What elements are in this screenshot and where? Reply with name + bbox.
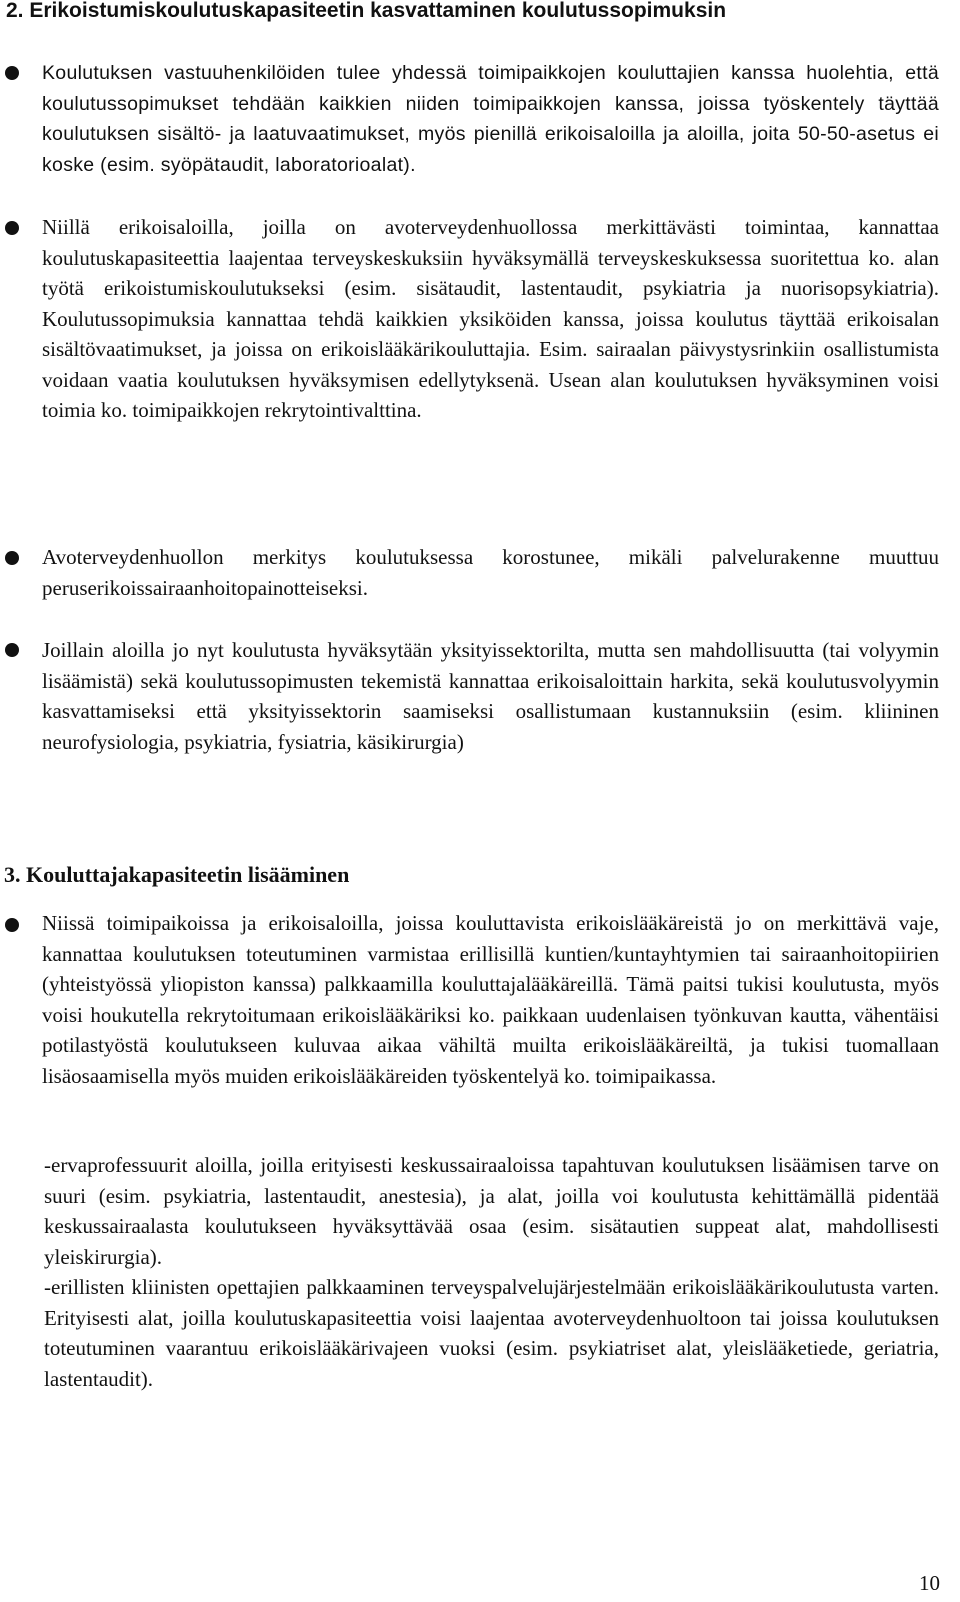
section-2-bullet-4: Joillain aloilla jo nyt koulutusta hyväksytään yksityissektorilta, mutta sen mahdollisuutta (tai volyymin lisäämistä) sekä koulutussopimusten tekemistä kannattaa erikoisaloittain harkita, sekä koulutusvolyymin kasvattamiseksi että yksityissektorin saamiseksi osallistumaan kustannuksiin (esim. kliininen neurofysiologia, psykiatria, fysiatria, käsikirurgia) — [42, 638, 939, 754]
section-2-bullet-2-part-a: Niillä erikoisaloilla, joilla on avoterveydenhuollossa merkittävästi toimintaa, kannattaa koulutuskapasiteettia laajentaa terveyskeskuksiin hyväksymällä terveyskeskuksessa suoritettua ko. alan työtä erikoistumiskoulutukseksi (esim. sisätaudit, lastentaudit, psykiatria ja nuorisopsykiatria). Koulutussopimuksia kannattaa tehdä kaikkien yksiköiden kanssa, joissa koulutus täyttää erikoisalan sisältövaatimukset, ja joissa on erikoislääkärikouluttajia. Esim. sairaalan päivystysrinkiin osallistumista voidaan vaatia koulutuksen hyväksymisen edellytyksenä. Usean alan koulutuksen hyväksyminen voisi toimia ko. toimipaikkojen rekrytointivalttina. — [42, 215, 939, 422]
section-2-heading: 2. Erikoistumiskoulutuskapasiteetin kasvattaminen koulutussopimuksin — [6, 0, 727, 22]
section-3-sub-item-1: -ervaprofessuurit aloilla, joilla erityisesti keskussairaaloissa tapahtuvan koulutuksen lisäämisen tarve on suuri (esim. psykiatria, lastentaudit, anestesia), ja alat, joilla voi koulutusta kehittämällä pidentää keskussairaalasta koulutukseen hyväksyttävää osaa (esim. sisätautien suppeat alat, mahdollisesti yleiskirurgia). — [44, 1153, 939, 1269]
section-2-bullet-3: Avoterveydenhuollon merkitys koulutuksessa korostunee, mikäli palvelurakenne muuttuu peruserikoissairaanhoitopainotteiseksi. — [42, 545, 939, 600]
section-3-sub-item-2: -erillisten kliinisten opettajien palkkaaminen terveyspalvelujärjestelmään erikoislääkärikoulutusta varten. Erityisesti alat, joilla koulutuskapasiteettia voisi laajentaa avoterveydenhuoltoon tai joissa koulutuksen toteutuminen vaarantuu erikoislääkärivajeen vuoksi (esim. psykiatriset alat, yleislääketiede, geriatria, lastentaudit). — [44, 1275, 939, 1391]
page-number: 10 — [919, 1571, 940, 1595]
bullet-icon — [5, 918, 19, 932]
section-2-bullet-1: Koulutuksen vastuuhenkilöiden tulee yhdessä toimipaikkojen kouluttajien kanssa huolehtia, että koulutussopimukset tehdään kaikkien niiden toimipaikkojen kanssa, joissa työskentely täyttää koulutuksen sisältö- ja laatuvaatimukset, myös pienillä erikoisaloilla ja aloilla, joita 50-50-asetus ei koske (esim. syöpätaudit, laboratorioalat). — [42, 62, 939, 176]
bullet-icon — [5, 221, 19, 235]
section-3-heading: 3. Kouluttajakapasiteetin lisääminen — [4, 862, 350, 887]
bullet-icon — [5, 551, 19, 565]
bullet-icon — [5, 66, 19, 80]
section-3-bullet: Niissä toimipaikoissa ja erikoisaloilla, joissa kouluttavista erikoislääkäreistä jo on merkittävä vaje, kannattaa koulutuksen toteutuminen varmistaa erillisillä kuntien/kuntayhtymien tai sairaanhoitopiirien (yhteistyössä yliopiston kanssa) palkkaamilla kouluttajalääkäreillä. Tämä paitsi tukisi koulutusta, myös voisi houkutella rekrytoitumaan erikoislääkäriksi ko. paikkaan uudenlaisen työnkuvan kautta, vähentäisi potilastyöstä koulutukseen kuluvaa aikaa vähiltä muilta erikoislääkäreiltä, ja tukisi tuomallaan lisäosaamisella myös muiden erikoislääkäreiden työskentelyä ko. toimipaikassa. — [42, 911, 939, 1088]
bullet-icon — [5, 643, 19, 657]
